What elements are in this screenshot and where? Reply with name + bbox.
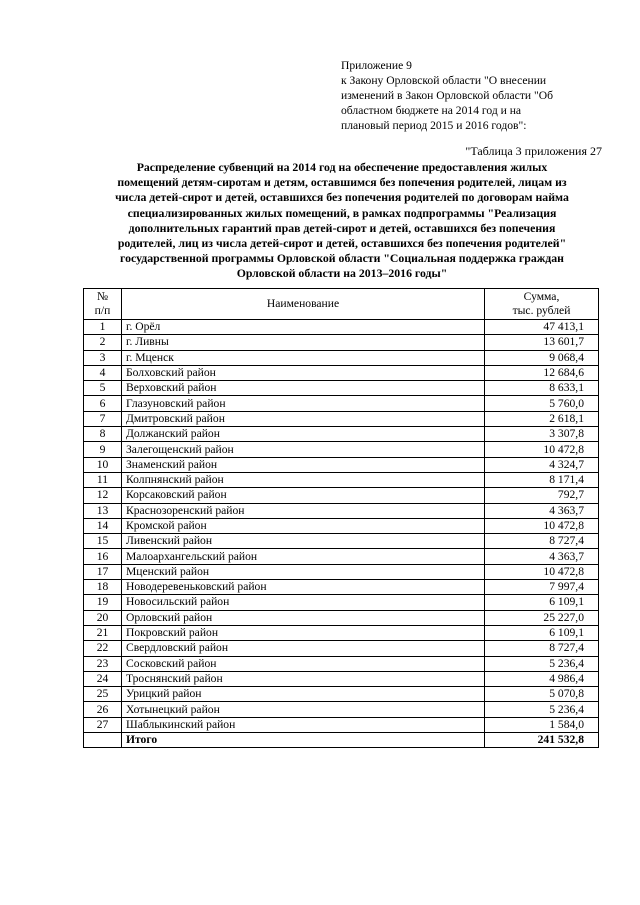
appendix-header [341, 58, 596, 133]
total-sum: 241 532,8 [485, 733, 599, 748]
row-name: Малоархангельский район [122, 549, 485, 564]
table-body [84, 320, 599, 748]
distribution-table [83, 288, 599, 748]
document-title [82, 160, 602, 282]
table-reference: "Таблица 3 приложения 27 [465, 144, 602, 158]
row-name: Покровский район [122, 625, 485, 640]
row-number: 14 [84, 518, 122, 533]
row-name: Хотынецкий район [122, 702, 485, 717]
table-row [84, 457, 599, 472]
row-sum: 4 363,7 [485, 549, 599, 564]
row-number: 4 [84, 365, 122, 380]
row-name: Должанский район [122, 427, 485, 442]
row-name: Новосильский район [122, 595, 485, 610]
row-number: 12 [84, 488, 122, 503]
title-line: родителей, лиц из числа детей-сирот и детей, оставшихся без попечения родителей" [117, 236, 567, 251]
row-sum: 9 068,4 [485, 350, 599, 365]
row-name: Залегощенский район [122, 442, 485, 457]
row-sum: 2 618,1 [485, 411, 599, 426]
row-sum: 8 727,4 [485, 534, 599, 549]
row-number: 16 [84, 549, 122, 564]
row-number: 25 [84, 687, 122, 702]
row-name: Сосковский район [122, 656, 485, 671]
table-row [84, 442, 599, 457]
table-row [84, 503, 599, 518]
row-name: Верховский район [122, 381, 485, 396]
row-number: 27 [84, 717, 122, 732]
row-sum: 4 324,7 [485, 457, 599, 472]
total-label: Итого [122, 733, 485, 748]
table-row [84, 320, 599, 335]
table-row [84, 488, 599, 503]
table-row [84, 595, 599, 610]
row-name: Глазуновский район [122, 396, 485, 411]
table-row [84, 396, 599, 411]
title-line: Орловской области на 2013–2016 годы" [236, 266, 448, 281]
row-number: 10 [84, 457, 122, 472]
table-row [84, 411, 599, 426]
row-number: 13 [84, 503, 122, 518]
row-name: г. Ливны [122, 335, 485, 350]
row-sum: 8 633,1 [485, 381, 599, 396]
row-sum: 13 601,7 [485, 335, 599, 350]
appendix-line: к Закону Орловской области "О внесении [341, 74, 547, 87]
row-number: 8 [84, 427, 122, 442]
row-sum: 10 472,8 [485, 442, 599, 457]
row-sum: 3 307,8 [485, 427, 599, 442]
row-number: 7 [84, 411, 122, 426]
row-name: г. Орёл [122, 320, 485, 335]
row-number: 22 [84, 641, 122, 656]
row-sum: 5 236,4 [485, 656, 599, 671]
row-sum: 4 986,4 [485, 671, 599, 686]
row-number: 18 [84, 580, 122, 595]
table-row [84, 656, 599, 671]
table-row [84, 687, 599, 702]
row-sum: 25 227,0 [485, 610, 599, 625]
title-line: государственной программы Орловской области "Социальная поддержка граждан [120, 251, 564, 266]
row-number: 3 [84, 350, 122, 365]
table-row [84, 580, 599, 595]
row-name: Мценский район [122, 564, 485, 579]
title-line: помещений детям-сиротам и детям, оставшимся без попечения родителей, лицам из [117, 175, 567, 190]
row-name: Дмитровский район [122, 411, 485, 426]
row-sum: 792,7 [485, 488, 599, 503]
row-sum: 7 997,4 [485, 580, 599, 595]
table-row [84, 335, 599, 350]
row-name: Урицкий район [122, 687, 485, 702]
row-number: 21 [84, 625, 122, 640]
table-row [84, 381, 599, 396]
row-number: 1 [84, 320, 122, 335]
row-sum: 1 584,0 [485, 717, 599, 732]
row-name: Троснянский район [122, 671, 485, 686]
row-number: 15 [84, 534, 122, 549]
row-sum: 5 760,0 [485, 396, 599, 411]
table-row [84, 427, 599, 442]
row-sum: 47 413,1 [485, 320, 599, 335]
row-number: 20 [84, 610, 122, 625]
row-name: Орловский район [122, 610, 485, 625]
appendix-line: Приложение 9 [341, 59, 412, 72]
table-row [84, 564, 599, 579]
table-row [84, 365, 599, 380]
row-name: Болховский район [122, 365, 485, 380]
table-row [84, 702, 599, 717]
row-sum: 6 109,1 [485, 595, 599, 610]
row-name: Краснозоренский район [122, 503, 485, 518]
row-number: 9 [84, 442, 122, 457]
row-sum: 5 070,8 [485, 687, 599, 702]
table-row [84, 671, 599, 686]
row-name: Кромской район [122, 518, 485, 533]
appendix-line: плановый период 2015 и 2016 годов": [341, 119, 527, 132]
row-sum: 8 171,4 [485, 472, 599, 487]
row-sum: 12 684,6 [485, 365, 599, 380]
table-row [84, 625, 599, 640]
table-row [84, 350, 599, 365]
row-name: Колпнянский район [122, 472, 485, 487]
appendix-line: областном бюджете на 2014 год и на [341, 104, 522, 117]
row-name: Ливенский район [122, 534, 485, 549]
row-number: 11 [84, 472, 122, 487]
row-number: 2 [84, 335, 122, 350]
row-name: Свердловский район [122, 641, 485, 656]
row-sum: 8 727,4 [485, 641, 599, 656]
row-number: 26 [84, 702, 122, 717]
table-row [84, 518, 599, 533]
table-row [84, 641, 599, 656]
title-line: дополнительных гарантий прав детей-сирот и детей, оставшихся без попечения [128, 220, 556, 235]
row-sum: 4 363,7 [485, 503, 599, 518]
row-name: Новодеревеньковский район [122, 580, 485, 595]
header-name: Наименование [122, 289, 485, 320]
row-name: Корсаковский район [122, 488, 485, 503]
title-line: специализированных жилых помещений, в рамках подпрограммы "Реализация [127, 205, 557, 220]
total-number [84, 733, 122, 748]
table-row [84, 610, 599, 625]
table-row [84, 717, 599, 732]
header-sum: Сумма, тыс. рублей [485, 289, 599, 320]
row-number: 17 [84, 564, 122, 579]
row-name: г. Мценск [122, 350, 485, 365]
table-row [84, 472, 599, 487]
row-sum: 10 472,8 [485, 518, 599, 533]
header-number: № п/п [84, 289, 122, 320]
row-number: 6 [84, 396, 122, 411]
title-line: Распределение субвенций на 2014 год на обеспечение предоставления жилых [136, 160, 548, 174]
row-sum: 10 472,8 [485, 564, 599, 579]
row-name: Шаблыкинский район [122, 717, 485, 732]
row-number: 5 [84, 381, 122, 396]
row-number: 24 [84, 671, 122, 686]
table-row [84, 549, 599, 564]
row-number: 19 [84, 595, 122, 610]
total-row [84, 733, 599, 748]
appendix-line: изменений в Закон Орловской области "Об [341, 89, 553, 102]
row-sum: 6 109,1 [485, 625, 599, 640]
table-header-row [84, 289, 599, 320]
row-number: 23 [84, 656, 122, 671]
table-row [84, 534, 599, 549]
row-name: Знаменский район [122, 457, 485, 472]
title-line: числа детей-сирот и детей, оставшихся без попечения родителей по договорам найма [115, 190, 569, 205]
row-sum: 5 236,4 [485, 702, 599, 717]
